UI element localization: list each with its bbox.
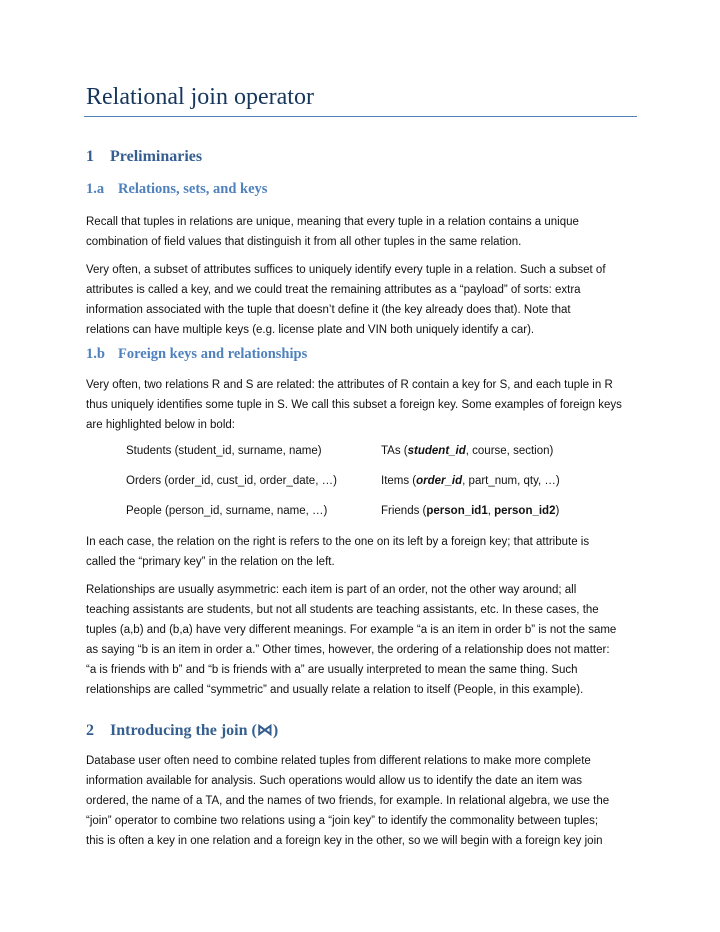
text-line: this is often a key in one relation and a foreign key in the other, so we will begin with a foreign key join bbox=[86, 835, 603, 847]
text-run: , course, section) bbox=[465, 445, 554, 457]
section-title: Introducing the join (⋈) bbox=[110, 722, 279, 739]
text-line: “join” operator to combine two relations using a “join key” to identify the commonality between tuples; bbox=[86, 815, 599, 827]
text-line: teaching assistants are students, but not all students are teaching assistants, etc. In these cases, the bbox=[86, 604, 599, 616]
foreign-key-text: person_id1 bbox=[426, 505, 488, 517]
paragraph-tuples-unique bbox=[86, 212, 638, 252]
example-students: Students (student_id, surname, name) bbox=[126, 445, 322, 457]
text-line: ordered, the name of a TA, and the names of two friends, for example. In relational algebra, we use the bbox=[86, 795, 610, 807]
text-line: combination of field values that distinguish it from all other tuples in the same relation. bbox=[86, 236, 522, 248]
section-title: Relations, sets, and keys bbox=[118, 181, 268, 197]
foreign-key-text: student_id bbox=[407, 445, 466, 457]
example-people: People (person_id, surname, name, …) bbox=[126, 505, 328, 517]
text-line: relations can have multiple keys (e.g. license plate and VIN both uniquely identify a car). bbox=[86, 324, 535, 336]
section-number: 1.b bbox=[86, 346, 105, 362]
section-number: 2 bbox=[86, 722, 94, 739]
text-line: as saying “b is an item in order a.” Other times, however, the ordering of a relationship does not matter: bbox=[86, 644, 610, 656]
text-run: Friends ( bbox=[381, 505, 427, 517]
paragraph-primary-key bbox=[86, 532, 638, 572]
title-underline bbox=[84, 116, 637, 117]
text-line: thus uniquely identifies some tuple in S. We call this subset a foreign key. Some examples of foreign keys bbox=[86, 399, 622, 411]
foreign-key-text: order_id bbox=[416, 475, 463, 487]
section-number: 1.a bbox=[86, 181, 105, 197]
text-line: Relationships are usually asymmetric: each item is part of an order, not the other way around; all bbox=[86, 584, 577, 596]
example-friends bbox=[381, 505, 559, 517]
text-line: Recall that tuples in relations are unique, meaning that every tuple in a relation contains a unique bbox=[86, 216, 579, 228]
section-number: 1 bbox=[86, 148, 94, 165]
text-run: ) bbox=[555, 505, 560, 517]
text-line: Database user often need to combine related tuples from different relations to make more complete bbox=[86, 755, 591, 767]
text-line: information available for analysis. Such operations would allow us to identify the date an item was bbox=[86, 775, 583, 787]
text-line: relationships are called “symmetric” and usually relate a relation to itself (People, in this example). bbox=[86, 684, 584, 696]
text-run: Items ( bbox=[381, 475, 417, 487]
text-line: called the “primary key” in the relation on the left. bbox=[86, 556, 335, 568]
example-tas bbox=[381, 445, 553, 457]
text-line: tuples (a,b) and (b,a) have very different meanings. For example “a is an item in order b” is not the same bbox=[86, 624, 617, 636]
text-line: information associated with the tuple that doesn’t define it (the key already does that). Note that bbox=[86, 304, 571, 316]
section-1b-heading bbox=[86, 346, 307, 363]
text-line: Very often, two relations R and S are related: the attributes of R contain a key for S, and each tuple in R bbox=[86, 379, 613, 391]
paragraph-foreign-keys bbox=[86, 375, 638, 435]
text-line: attributes is called a key, and we could treat the remaining attributes as a “payload” of sorts: extra bbox=[86, 284, 581, 296]
text-line: “a is friends with b” and “b is friends with a” are usually interpreted to mean the same thing. Such bbox=[86, 664, 578, 676]
section-1-heading bbox=[86, 148, 202, 166]
text-line: Very often, a subset of attributes suffices to uniquely identify every tuple in a relation. Such a subset of bbox=[86, 264, 606, 276]
text-run: TAs ( bbox=[381, 445, 408, 457]
text-line: In each case, the relation on the right is refers to the one on its left by a foreign key; that attribute is bbox=[86, 536, 590, 548]
section-1a-heading bbox=[86, 181, 267, 198]
section-2-heading bbox=[86, 720, 278, 740]
section-title: Foreign keys and relationships bbox=[118, 346, 308, 362]
section-title: Preliminaries bbox=[110, 148, 203, 165]
paragraph-relationships bbox=[86, 580, 638, 700]
paragraph-join-intro bbox=[86, 751, 638, 851]
document-title: Relational join operator bbox=[86, 84, 314, 110]
text-run: , bbox=[487, 505, 495, 517]
foreign-key-text: person_id2 bbox=[494, 505, 556, 517]
text-run: , part_num, qty, …) bbox=[462, 475, 560, 487]
text-line: are highlighted below in bold: bbox=[86, 419, 235, 431]
example-orders: Orders (order_id, cust_id, order_date, …) bbox=[126, 475, 337, 487]
paragraph-keys bbox=[86, 260, 638, 340]
example-items bbox=[381, 475, 560, 487]
